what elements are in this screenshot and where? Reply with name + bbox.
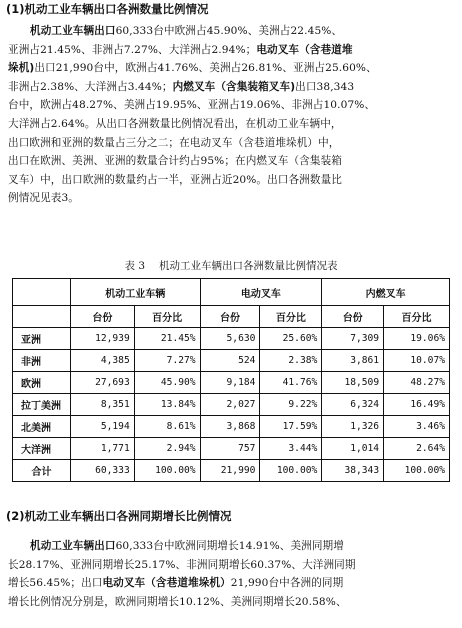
table-title: 机动工业车辆出口各洲数量比例情况表 xyxy=(159,260,338,272)
paragraph-line: 台中，欧洲占48.27%、美洲占19.95%、亚洲占19.06%、非洲占10.07%、 xyxy=(8,99,376,112)
table-cell: 19.06% xyxy=(384,328,450,350)
table-cell: 12,939 xyxy=(70,328,134,350)
table-row xyxy=(13,372,450,394)
section-1-paragraph xyxy=(8,22,454,208)
row-label: 亚洲 xyxy=(13,328,71,350)
table-cell: 3.44% xyxy=(260,438,322,460)
column-header: 百分比 xyxy=(260,306,322,328)
table-cell: 1,326 xyxy=(322,416,384,438)
table-cell: 18,509 xyxy=(322,372,384,394)
column-header: 台份 xyxy=(70,306,134,328)
table-cell: 100.00% xyxy=(260,460,322,482)
table-cell: 100.00% xyxy=(134,460,200,482)
table-cell: 25.60% xyxy=(260,328,322,350)
column-header: 台份 xyxy=(322,306,384,328)
table-cell: 2.64% xyxy=(384,438,450,460)
table-cell: 10.07% xyxy=(384,350,450,372)
table-cell: 9,184 xyxy=(200,372,260,394)
table-cell: 3.46% xyxy=(384,416,450,438)
table-cell: 8,351 xyxy=(70,394,134,416)
table-cell: 38,343 xyxy=(322,460,384,482)
table-cell: 60,333 xyxy=(70,460,134,482)
data-table xyxy=(12,278,450,482)
table-cell: 2.94% xyxy=(134,438,200,460)
table-caption xyxy=(0,259,462,273)
table-cell: 1,014 xyxy=(322,438,384,460)
table-cell: 7,309 xyxy=(322,328,384,350)
table-row xyxy=(13,350,450,372)
paragraph-line: 增长56.45%；出口电动叉车（含巷道堆垛机）21,990台中各洲的同期 xyxy=(8,577,344,590)
table-cell: 21,990 xyxy=(200,460,260,482)
table-cell: 27,693 xyxy=(70,372,134,394)
paragraph-line: 长28.17%、亚洲同期增长25.17%、非洲同期增长60.37%、大洋洲同期 xyxy=(8,558,356,571)
paragraph-line: 机动工业车辆出口60,333台中欧洲占45.90%、美洲占22.45%、 xyxy=(30,25,343,37)
table-cell: 13.84% xyxy=(134,394,200,416)
section-2-paragraph xyxy=(8,537,454,611)
column-header: 台份 xyxy=(200,306,260,328)
group-header: 内燃叉车 xyxy=(322,279,450,306)
table-cell: 524 xyxy=(200,350,260,372)
table-cell: 16.49% xyxy=(384,394,450,416)
paragraph-line: 增长比例情况分别是，欧洲同期增长10.12%、美洲同期增长20.58%、 xyxy=(8,595,347,608)
table-cell: 7.27% xyxy=(134,350,200,372)
section-heading-1: (1)机动工业车辆出口各洲数量比例情况 xyxy=(6,2,209,16)
table-cell: 3,868 xyxy=(200,416,260,438)
table-cell: 41.76% xyxy=(260,372,322,394)
table-cell: 6,324 xyxy=(322,394,384,416)
row-label: 非洲 xyxy=(13,350,71,372)
table-cell: 2.38% xyxy=(260,350,322,372)
table-row xyxy=(13,416,450,438)
column-header: 百分比 xyxy=(384,306,450,328)
table-cell: 757 xyxy=(200,438,260,460)
row-label: 大洋洲 xyxy=(13,438,71,460)
paragraph-line: 出口欧洲和亚洲的数量占三分之二；在电动叉车（含巷道堆垛机）中， xyxy=(8,136,340,149)
table-cell: 5,194 xyxy=(70,416,134,438)
row-label: 合计 xyxy=(13,460,71,482)
paragraph-line: 例情况见表3。 xyxy=(8,192,80,205)
paragraph-line: 叉车）中，出口欧洲的数量约占一半，亚洲占近20%。出口各洲数量比 xyxy=(8,173,342,186)
table-row xyxy=(13,328,450,350)
table-row xyxy=(13,394,450,416)
paragraph-line: 大洋洲占2.64%。从出口各洲数量比例情况看出，在机动工业车辆中， xyxy=(8,117,342,130)
paragraph-line: 机动工业车辆出口60,333台中欧洲同期增长14.91%、美洲同期增 xyxy=(30,540,344,552)
table-cell: 8.61% xyxy=(134,416,200,438)
row-label: 欧洲 xyxy=(13,372,71,394)
table-cell: 21.45% xyxy=(134,328,200,350)
corner-cell xyxy=(13,279,71,306)
column-header: 百分比 xyxy=(134,306,200,328)
group-header: 电动叉车 xyxy=(200,279,322,306)
table-cell: 2,027 xyxy=(200,394,260,416)
group-header: 机动工业车辆 xyxy=(70,279,200,306)
paragraph-line: 亚洲占21.45%、非洲占7.27%、大洋洲占2.94%；电动叉车（含巷道堆 xyxy=(8,43,353,56)
table-cell: 100.00% xyxy=(384,460,450,482)
section-heading-2: (2)机动工业车辆出口各洲同期增长比例情况 xyxy=(6,509,232,523)
row-label: 北美洲 xyxy=(13,416,71,438)
paragraph-line: 垛机)出口21,990台中，欧洲占41.76%、美洲占26.81%、亚洲占25.60%、 xyxy=(8,62,377,75)
table-cell: 9.22% xyxy=(260,394,322,416)
paragraph-line: 出口在欧洲、美洲、亚洲的数量合计约占95%；在内燃叉车（含集装箱 xyxy=(8,155,342,168)
table-cell: 45.90% xyxy=(134,372,200,394)
table-cell: 1,771 xyxy=(70,438,134,460)
table-cell: 5,630 xyxy=(200,328,260,350)
table-cell: 48.27% xyxy=(384,372,450,394)
table-cell: 4,385 xyxy=(70,350,134,372)
table-row xyxy=(13,438,450,460)
corner-cell xyxy=(13,306,71,328)
table-cell: 3,861 xyxy=(322,350,384,372)
table-number: 表 3 xyxy=(124,260,146,272)
table-total-row xyxy=(13,460,450,482)
row-label: 拉丁美洲 xyxy=(13,394,71,416)
paragraph-line: 非洲占2.38%、大洋洲占3.44%；内燃叉车（含集装箱叉车)出口38,343 xyxy=(8,80,355,93)
table-cell: 17.59% xyxy=(260,416,322,438)
